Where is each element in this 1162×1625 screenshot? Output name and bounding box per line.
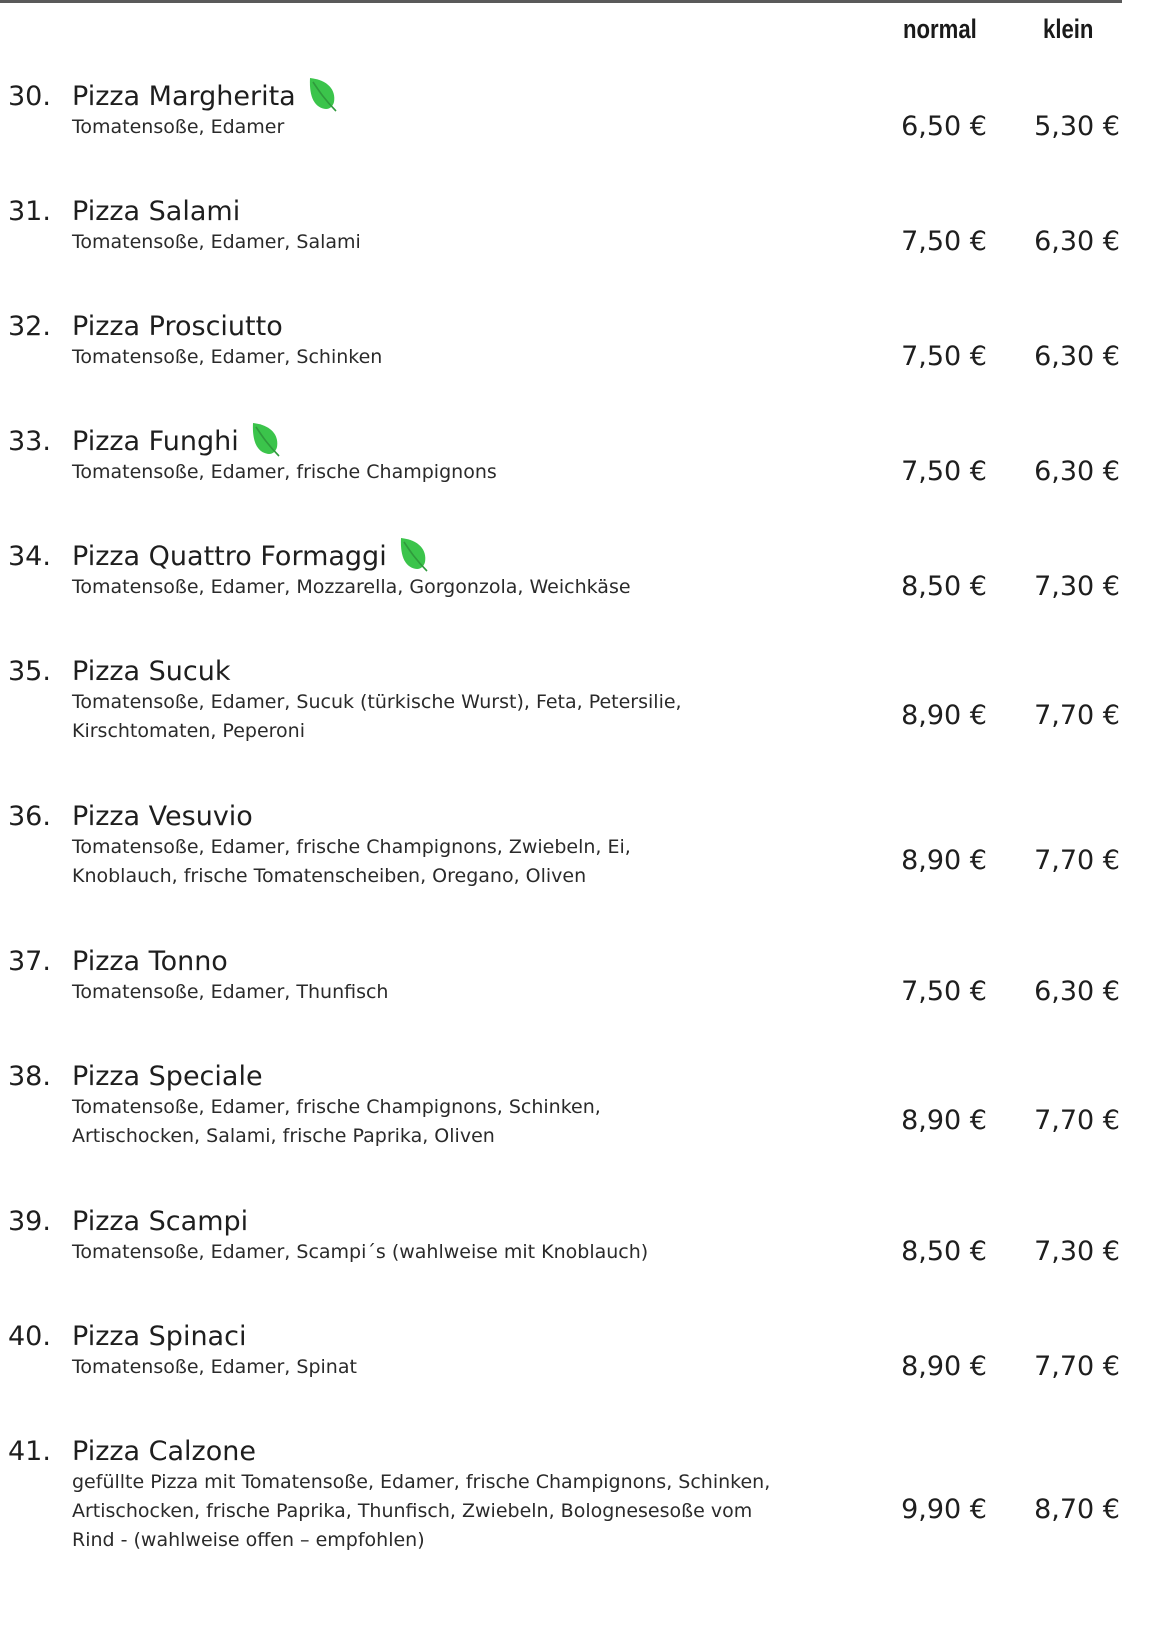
item-description: Tomatensoße, Edamer, frische Champignons <box>72 461 497 483</box>
item-description: Tomatensoße, Edamer, Spinat <box>72 1356 357 1378</box>
price-klein: 6,30 € <box>1034 226 1120 257</box>
price-normal: 8,90 € <box>901 845 987 876</box>
price-normal: 6,50 € <box>901 111 987 142</box>
item-name-row <box>72 80 338 114</box>
vegetarian-leaf-icon <box>249 421 281 457</box>
item-name-row <box>72 655 231 689</box>
item-number: 41. <box>8 1436 51 1467</box>
price-normal: 7,50 € <box>901 456 987 487</box>
item-name-wrapper <box>72 945 228 979</box>
item-name-wrapper <box>72 425 281 459</box>
price-normal: 9,90 € <box>901 1494 987 1525</box>
vegetarian-leaf-icon <box>397 536 429 572</box>
item-number: 32. <box>8 311 51 342</box>
item-number: 38. <box>8 1061 51 1092</box>
item-name-wrapper <box>72 1320 246 1354</box>
item-number: 37. <box>8 946 51 977</box>
item-description: Tomatensoße, Edamer <box>72 116 285 138</box>
item-description: Tomatensoße, Edamer, frische Champignons, Schinken, Artischocken, Salami, frische Paprika, Oliven <box>72 1096 601 1147</box>
item-description: Tomatensoße, Edamer, Thunfisch <box>72 981 389 1003</box>
item-name: Pizza Calzone <box>72 1436 256 1467</box>
item-description: Tomatensoße, Edamer, Salami <box>72 231 361 253</box>
item-name-row <box>72 540 429 574</box>
item-description: gefüllte Pizza mit Tomatensoße, Edamer, frische Champignons, Schinken, Artischocken, frische Paprika, Thunfisch, Zwiebeln, Bolognesesoße vom Rind - (wahlweise offen – empfohlen) <box>72 1471 771 1551</box>
item-number: 34. <box>8 541 51 572</box>
item-number: 33. <box>8 426 51 457</box>
item-name: Pizza Spinaci <box>72 1321 247 1352</box>
item-number: 39. <box>8 1206 51 1237</box>
price-klein: 7,70 € <box>1034 700 1120 731</box>
item-name-row <box>72 1060 263 1094</box>
item-number: 36. <box>8 801 51 832</box>
item-description: Tomatensoße, Edamer, Schinken <box>72 346 383 368</box>
item-name-wrapper <box>72 655 231 689</box>
item-name-row <box>72 1435 256 1469</box>
item-number: 31. <box>8 196 51 227</box>
price-normal: 8,90 € <box>901 700 987 731</box>
item-name-wrapper <box>72 80 338 114</box>
item-number: 35. <box>8 656 51 687</box>
item-name-wrapper <box>72 1205 248 1239</box>
item-name: Pizza Salami <box>72 196 241 227</box>
item-name-wrapper <box>72 800 253 834</box>
item-name: Pizza Margherita <box>72 81 296 112</box>
item-description: Tomatensoße, Edamer, Mozzarella, Gorgonzola, Weichkäse <box>72 576 631 598</box>
price-normal: 8,90 € <box>901 1351 987 1382</box>
price-klein: 7,70 € <box>1034 845 1120 876</box>
item-name: Pizza Funghi <box>72 426 239 457</box>
item-name: Pizza Quattro Formaggi <box>72 541 387 572</box>
item-name-row <box>72 310 283 344</box>
item-name-row <box>72 945 228 979</box>
price-normal: 8,50 € <box>901 1236 987 1267</box>
item-name-wrapper <box>72 310 283 344</box>
price-klein: 7,70 € <box>1034 1105 1120 1136</box>
item-name: Pizza Sucuk <box>72 656 231 687</box>
item-name-row <box>72 195 240 229</box>
item-name: Pizza Prosciutto <box>72 311 283 342</box>
price-klein: 6,30 € <box>1034 341 1120 372</box>
item-name-wrapper <box>72 540 429 574</box>
item-name: Pizza Speciale <box>72 1061 263 1092</box>
price-klein: 5,30 € <box>1034 111 1120 142</box>
price-klein: 6,30 € <box>1034 976 1120 1007</box>
price-klein: 7,70 € <box>1034 1351 1120 1382</box>
item-name: Pizza Tonno <box>72 946 228 977</box>
vegetarian-leaf-icon <box>306 76 338 112</box>
item-name-wrapper <box>72 195 240 229</box>
item-description: Tomatensoße, Edamer, Sucuk (türkische Wurst), Feta, Petersilie, Kirschtomaten, Peperoni <box>72 691 682 742</box>
item-name-wrapper <box>72 1435 256 1469</box>
price-normal: 8,50 € <box>901 571 987 602</box>
item-description: Tomatensoße, Edamer, frische Champignons, Zwiebeln, Ei, Knoblauch, frische Tomatenscheiben, Oregano, Oliven <box>72 836 631 887</box>
item-name: Pizza Scampi <box>72 1206 249 1237</box>
item-name-row <box>72 425 281 459</box>
item-name-row <box>72 1320 246 1354</box>
price-klein: 6,30 € <box>1034 456 1120 487</box>
item-description: Tomatensoße, Edamer, Scampi´s (wahlweise mit Knoblauch) <box>72 1241 649 1263</box>
price-normal: 7,50 € <box>901 341 987 372</box>
item-name-row <box>72 1205 248 1239</box>
price-normal: 7,50 € <box>901 226 987 257</box>
item-number: 30. <box>8 81 51 112</box>
item-name-wrapper <box>72 1060 263 1094</box>
price-normal: 8,90 € <box>901 1105 987 1136</box>
item-name: Pizza Vesuvio <box>72 801 253 832</box>
column-header-klein: klein <box>1043 14 1094 44</box>
item-name-row <box>72 800 253 834</box>
price-normal: 7,50 € <box>901 976 987 1007</box>
column-header-normal: normal <box>903 14 977 44</box>
price-klein: 7,30 € <box>1034 571 1120 602</box>
price-klein: 8,70 € <box>1034 1494 1120 1525</box>
item-number: 40. <box>8 1321 51 1352</box>
price-klein: 7,30 € <box>1034 1236 1120 1267</box>
